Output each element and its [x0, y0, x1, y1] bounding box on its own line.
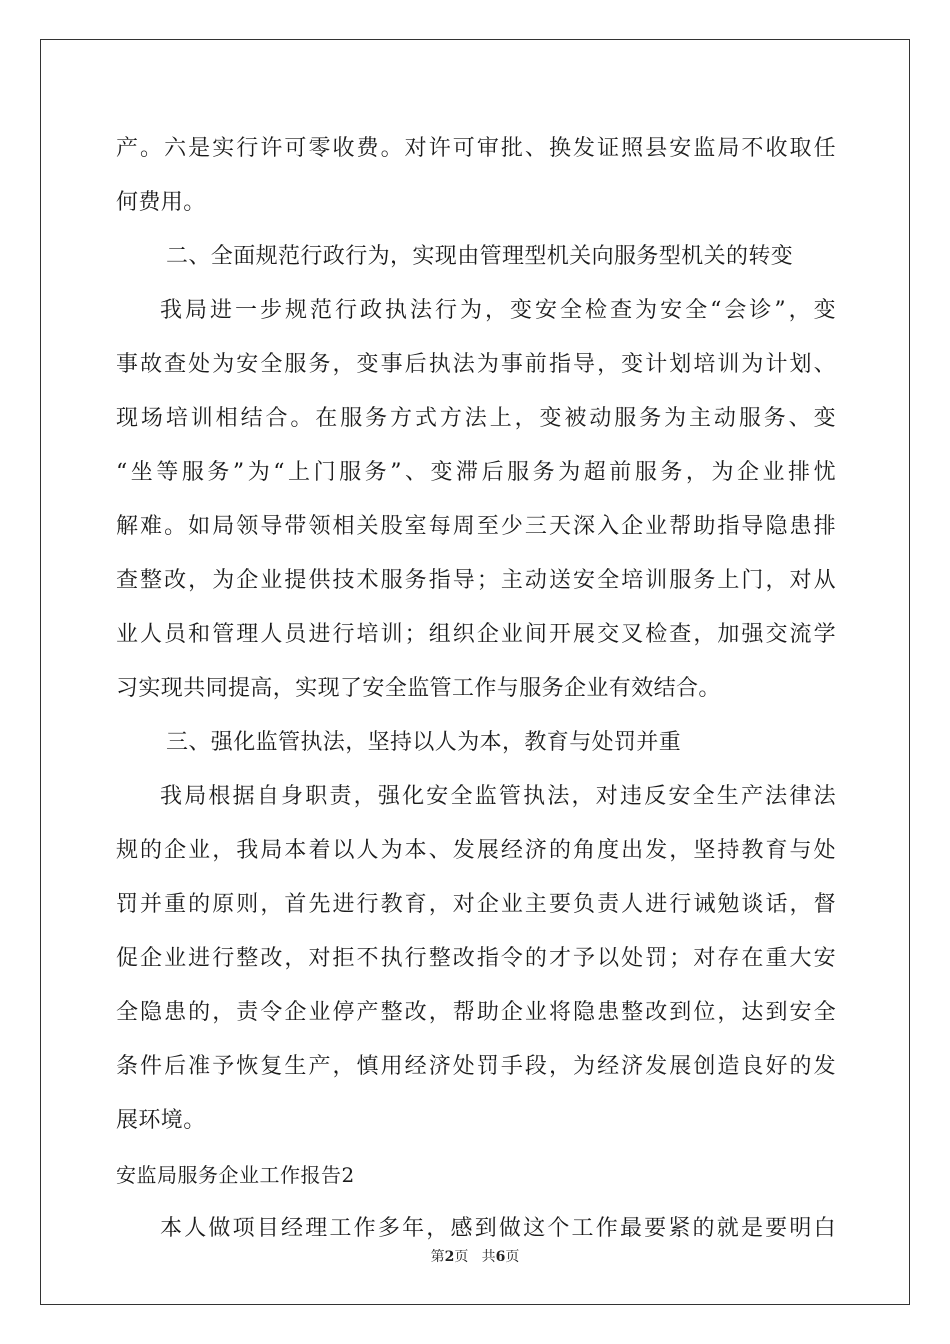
paragraph-line: 现场培训相结合。在服务方式方法上，变被动服务为主动服务、变: [116, 406, 836, 431]
page-prefix: 第: [430, 1249, 445, 1265]
page-number: 2: [444, 1249, 455, 1265]
paragraph-line: 查整改，为企业提供技术服务指导；主动送安全培训服务上门，对从: [116, 568, 836, 593]
total-prefix: 共: [481, 1249, 496, 1265]
document-body: [116, 122, 836, 1256]
paragraph-line: 全隐患的，责令企业停产整改，帮助企业将隐患整改到位，达到安全: [116, 1000, 836, 1025]
paragraph-line: 我局根据自身职责，强化安全监管执法，对违反安全生产法律法: [160, 784, 836, 809]
paragraph-line: 条件后准予恢复生产，慎用经济处罚手段，为经济发展创造良好的发: [116, 1054, 836, 1079]
section-heading: 三、强化监管执法，坚持以人为本，教育与处罚并重: [166, 730, 682, 755]
paragraph-line: 产。六是实行许可零收费。对许可审批、换发证照县安监局不收取任: [116, 136, 836, 161]
paragraph-line: 促企业进行整改，对拒不执行整改指令的才予以处罚；对存在重大安: [116, 946, 836, 971]
paragraph-line: 何费用。: [116, 190, 206, 215]
document-title: 安监局服务企业工作报告2: [116, 1163, 355, 1187]
paragraph-line: 习实现共同提高，实现了安全监管工作与服务企业有效结合。: [116, 676, 721, 701]
paragraph-line: 罚并重的原则，首先进行教育，对企业主要负责人进行诫勉谈话，督: [116, 892, 836, 917]
section-heading: 二、全面规范行政行为，实现由管理型机关向服务型机关的转变: [166, 244, 794, 269]
paragraph-line: 事故查处为安全服务，变事后执法为事前指导，变计划培训为计划、: [116, 352, 836, 377]
paragraph-line: 本人做项目经理工作多年，感到做这个工作最要紧的就是要明白: [160, 1216, 836, 1241]
page-footer: [0, 1246, 950, 1266]
paragraph-line: 业人员和管理人员进行培训；组织企业间开展交叉检查，加强交流学: [116, 622, 836, 647]
paragraph-line: 规的企业，我局本着以人为本、发展经济的角度出发，坚持教育与处: [116, 838, 836, 863]
paragraph-line: 解难。如局领导带领相关股室每周至少三天深入企业帮助指导隐患排: [116, 514, 836, 539]
paragraph-line: 我局进一步规范行政执法行为，变安全检查为安全“会诊”，变: [160, 298, 836, 323]
page-suffix: 页: [454, 1249, 469, 1265]
total-pages: 6: [495, 1249, 506, 1265]
paragraph-line: “坐等服务”为“上门服务”、变滞后服务为超前服务，为企业排忧: [116, 460, 836, 485]
paragraph-line: 展环境。: [116, 1108, 206, 1133]
total-suffix: 页: [505, 1249, 520, 1265]
